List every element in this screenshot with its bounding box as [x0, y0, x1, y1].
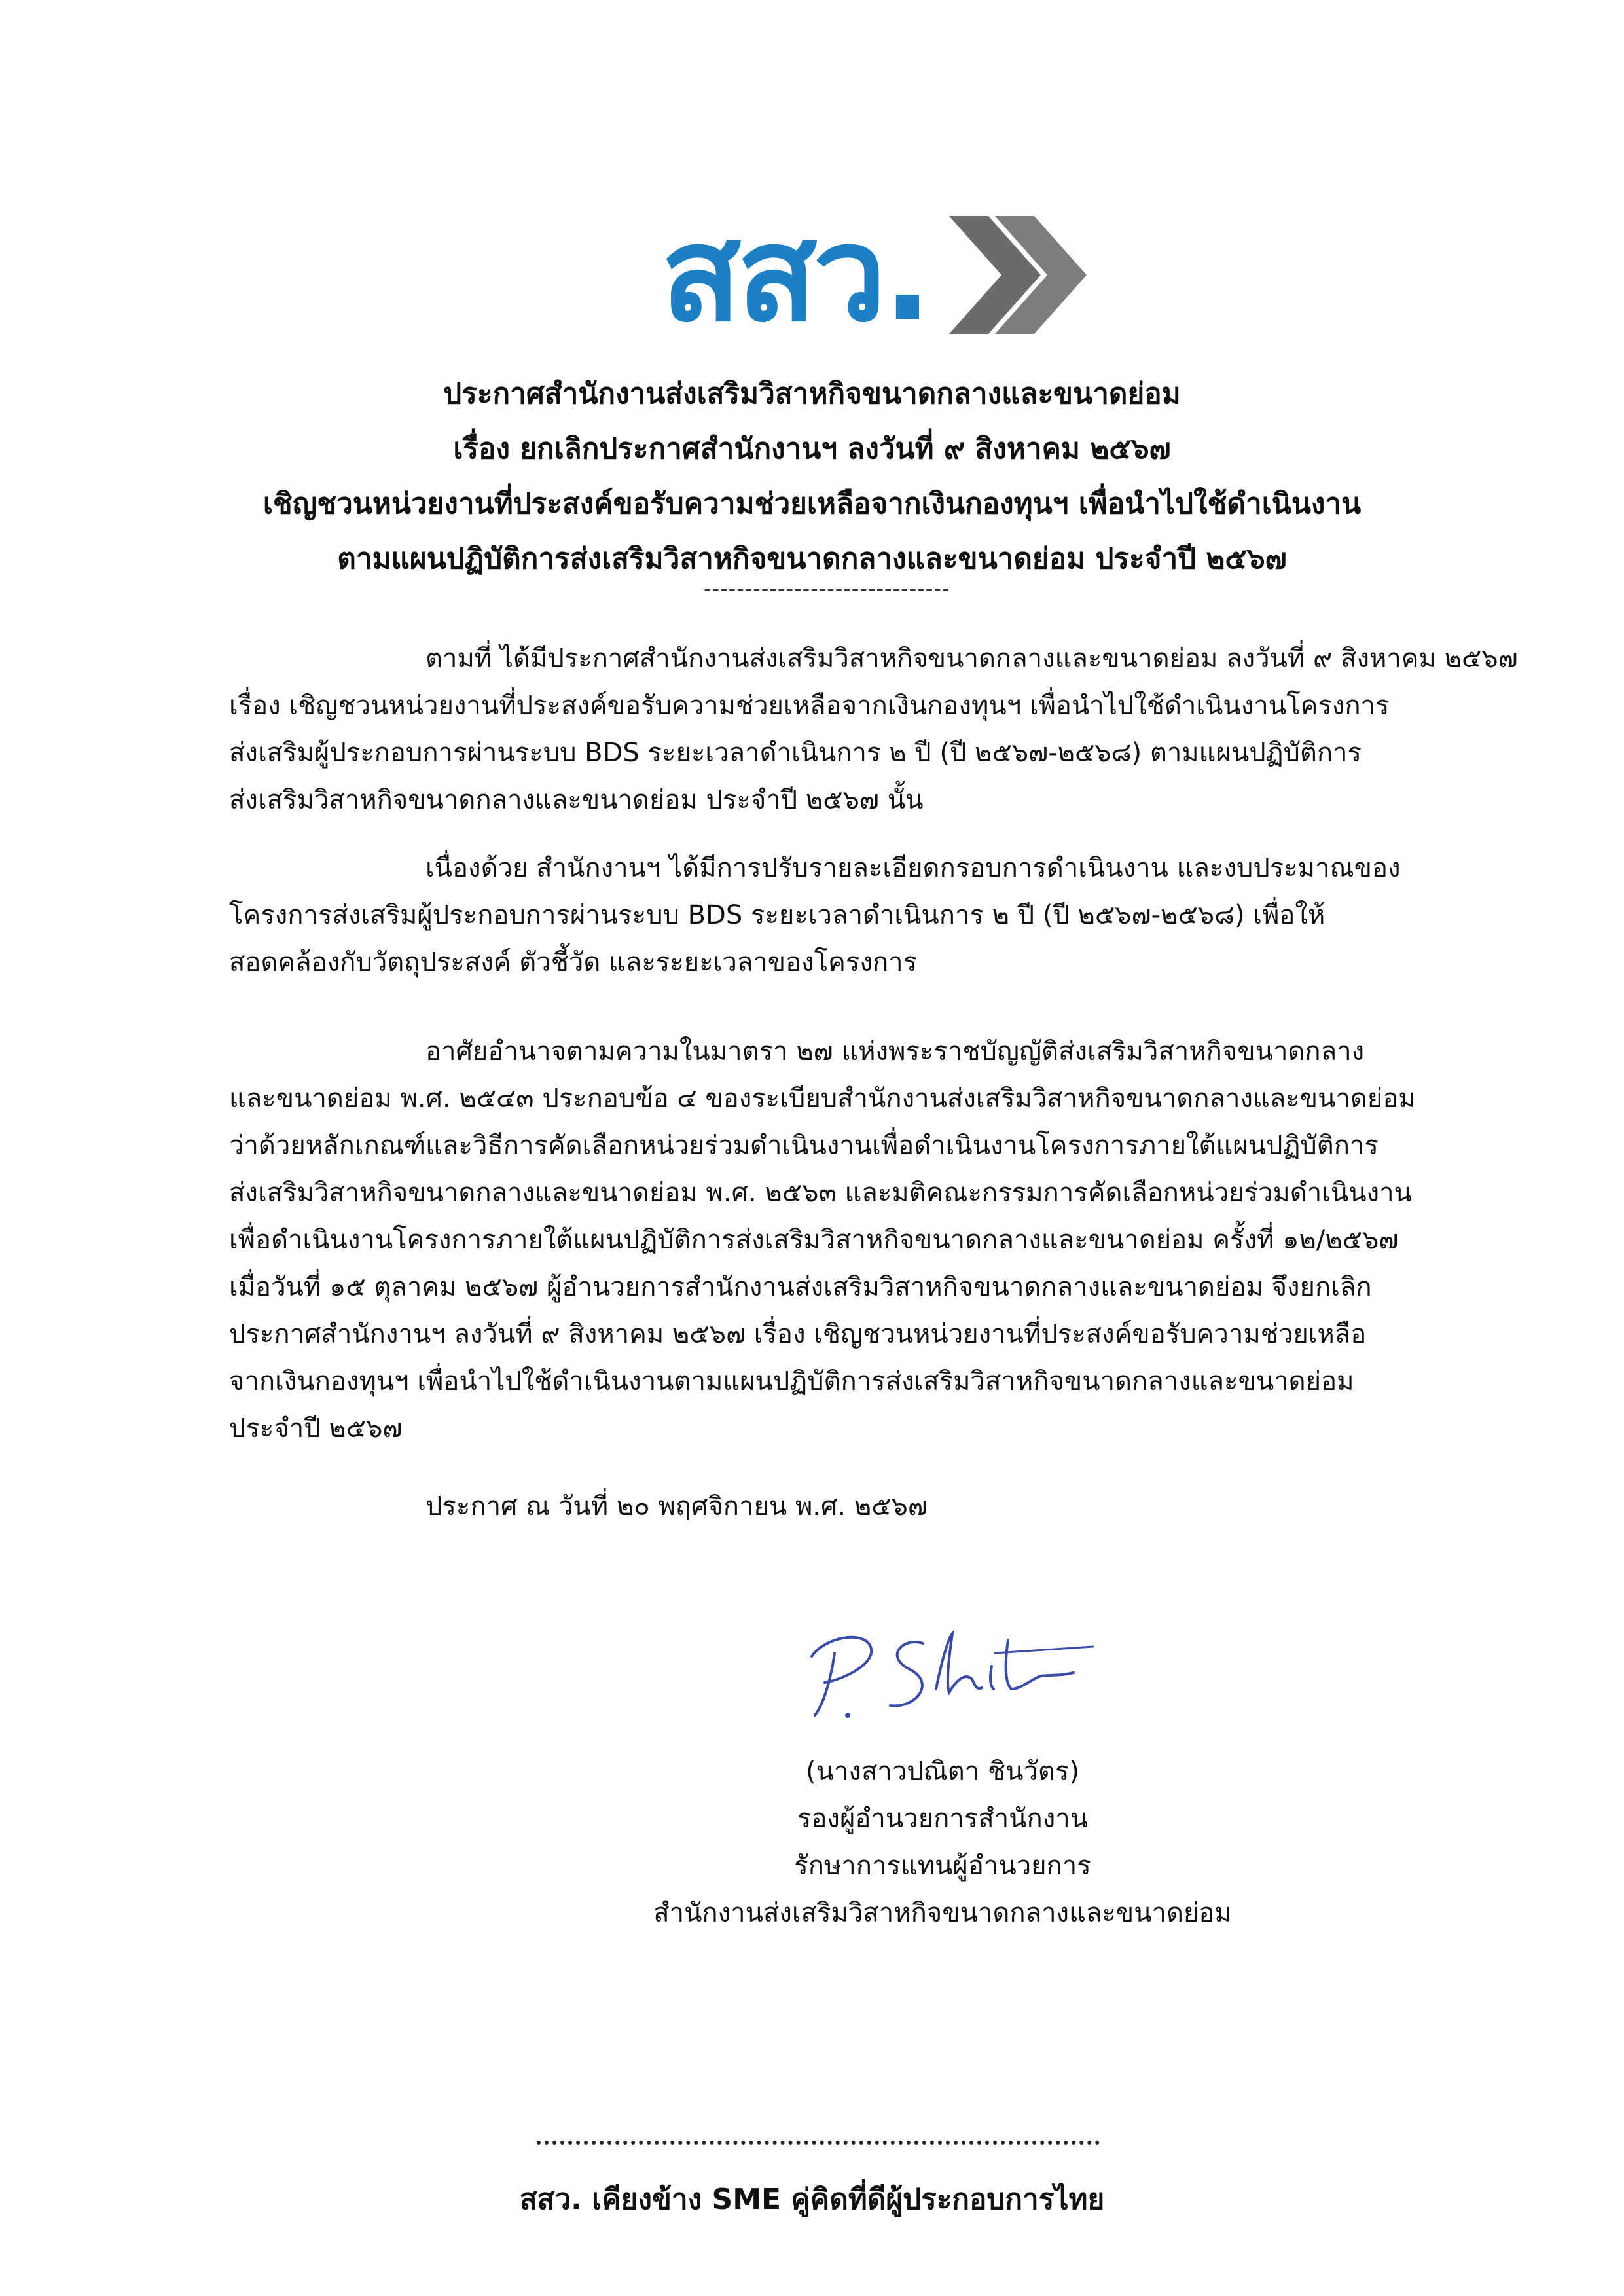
signatory-name: (นางสาวปณิตา ชินวัตร) [806, 1757, 1079, 1787]
title-separator: ------------------------------ [704, 576, 950, 601]
announcement-date [229, 1483, 1460, 1530]
paragraph-line: ส่งเสริมวิสาหกิจขนาดกลางและขนาดย่อม พ.ศ. ๒๕๖๓ และมติคณะกรรมการคัดเลือกหน่วยร่วมดำเนินงาน [229, 1178, 1412, 1208]
double-chevron-right-icon [943, 203, 1087, 347]
footer-slogan: สสว. เคียงข้าง SME คู่คิดที่ดีผู้ประกอบการไทย [519, 2183, 1105, 2216]
paragraph-line: เมื่อวันที่ ๑๕ ตุลาคม ๒๕๖๗ ผู้อำนวยการสำนักงานส่งเสริมวิสาหกิจขนาดกลางและขนาดย่อม จึงยกเลิก [229, 1272, 1372, 1302]
footer-divider [537, 2141, 1100, 2145]
signatory-organization: สำนักงานส่งเสริมวิสาหกิจขนาดกลางและขนาดย่อม [653, 1898, 1232, 1928]
paragraph-line: จากเงินกองทุนฯ เพื่อนำไปใช้ดำเนินงานตามแผนปฏิบัติการส่งเสริมวิสาหกิจขนาดกลางและขนาดย่อม [229, 1366, 1354, 1396]
paragraph-line: ประกาศสำนักงานฯ ลงวันที่ ๙ สิงหาคม ๒๕๖๗ เรื่อง เชิญชวนหน่วยงานที่ประสงค์ขอรับความช่วยเหลือ [229, 1319, 1367, 1349]
logo-wordmark: สสว. [661, 198, 929, 351]
signatory-position-2: รักษาการแทนผู้อำนวยการ [794, 1851, 1091, 1881]
paragraph-line: และขนาดย่อม พ.ศ. ๒๕๔๓ ประกอบข้อ ๔ ของระเบียบสำนักงานส่งเสริมวิสาหกิจขนาดกลางและขนาดย่อม [229, 1084, 1416, 1114]
paragraph-line: เนื่องด้วย สำนักงานฯ ได้มีการปรับรายละเอียดกรอบการดำเนินงาน และงบประมาณของ [425, 853, 1401, 883]
paragraph-2 [229, 845, 1460, 986]
title-line-1: ประกาศสำนักงานส่งเสริมวิสาหกิจขนาดกลางและขนาดย่อม [443, 377, 1181, 410]
paragraph-3 [229, 1028, 1460, 1452]
signatory-block [628, 1748, 1257, 1937]
paragraph-line: สอดคล้องกับวัตถุประสงค์ ตัวชี้วัด และระยะเวลาของโครงการ [229, 947, 918, 977]
title-line-3: เชิญชวนหน่วยงานที่ประสงค์ขอรับความช่วยเหลือจากเงินกองทุนฯ เพื่อนำไปใช้ดำเนินงาน [262, 487, 1362, 520]
paragraph-1 [229, 635, 1518, 824]
paragraph-line: ตามที่ ได้มีประกาศสำนักงานส่งเสริมวิสาหกิจขนาดกลางและขนาดย่อม ลงวันที่ ๙ สิงหาคม ๒๕๖๗ [425, 644, 1518, 674]
handwritten-signature [785, 1617, 1100, 1728]
announcement-date-text: ประกาศ ณ วันที่ ๒๐ พฤศจิกายน พ.ศ. ๒๕๖๗ [425, 1491, 928, 1522]
paragraph-line: เพื่อดำเนินงานโครงการภายใต้แผนปฏิบัติการส่งเสริมวิสาหกิจขนาดกลางและขนาดย่อม ครั้งที่ ๑๒/๒๕๖๗ [229, 1225, 1399, 1255]
paragraph-line: โครงการส่งเสริมผู้ประกอบการผ่านระบบ BDS ระยะเวลาดำเนินการ ๒ ปี (ปี ๒๕๖๗-๒๕๖๘) เพื่อให้ [229, 900, 1326, 930]
title-line-4: ตามแผนปฏิบัติการส่งเสริมวิสาหกิจขนาดกลางและขนาดย่อม ประจำปี ๒๕๖๗ [337, 542, 1287, 575]
paragraph-line: ว่าด้วยหลักเกณฑ์และวิธีการคัดเลือกหน่วยร่วมดำเนินงานเพื่อดำเนินงานโครงการภายใต้แผนปฏิบัติการ [229, 1131, 1379, 1161]
paragraph-line: ส่งเสริมวิสาหกิจขนาดกลางและขนาดย่อม ประจำปี ๒๕๖๗ นั้น [229, 785, 924, 815]
paragraph-line: อาศัยอำนาจตามความในมาตรา ๒๗ แห่งพระราชบัญญัติส่งเสริมวิสาหกิจขนาดกลาง [425, 1036, 1365, 1066]
agency-logo [661, 196, 1080, 354]
title-line-2: เรื่อง ยกเลิกประกาศสำนักงานฯ ลงวันที่ ๙ สิงหาคม ๒๕๖๗ [453, 432, 1171, 465]
announcement-title [0, 367, 1624, 587]
signatory-position-1: รองผู้อำนวยการสำนักงาน [797, 1804, 1089, 1834]
paragraph-line: ประจำปี ๒๕๖๗ [229, 1413, 403, 1444]
paragraph-line: ส่งเสริมผู้ประกอบการผ่านระบบ BDS ระยะเวลาดำเนินการ ๒ ปี (ปี ๒๕๖๗-๒๕๖๘) ตามแผนปฏิบัติการ [229, 738, 1362, 768]
paragraph-line: เรื่อง เชิญชวนหน่วยงานที่ประสงค์ขอรับความช่วยเหลือจากเงินกองทุนฯ เพื่อนำไปใช้ดำเนินงานโครงการ [229, 691, 1390, 721]
